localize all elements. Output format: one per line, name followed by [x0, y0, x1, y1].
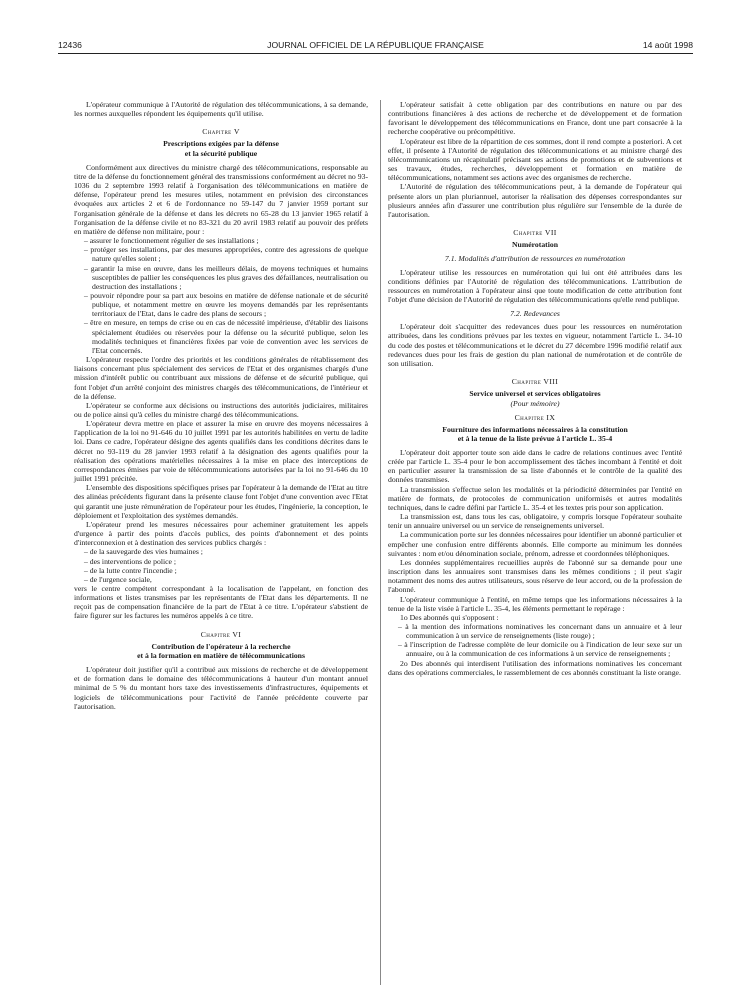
paragraph: L'opérateur doit justifier qu'il a contribué aux missions de recherche et de développement et de formation dans le domaine des télécommunications à hauteur d'un montant annuel minimal de 5 % du montant hors taxe des investissements d'infrastructures, équipements et logiciels de télécommunications pour l'activité de l'année précédente couverte par l'autorisation.	[74, 665, 368, 711]
paragraph: vers le centre compétent correspondant à la localisation de l'appelant, en fonction des informations et listes transmises par les représentants de l'Etat dans les départements. Il ne reçoit pas de compensation financière de la part de l'Etat à ce titre. L'opérateur s'abstient de faire figurer sur les factures les numéros appelés à ce titre.	[74, 583, 368, 621]
chapter-title-line: Contribution de l'opérateur à la recherche	[151, 641, 291, 651]
paragraph: L'opérateur doit s'acquitter des redevances dues pour les ressources en numérotation attribuées, dans les conditions prévues par les textes en vigueur, notamment l'article L. 34-10 du code des postes et télécommunications et le décret du 27 décembre 1996 modifié relatif aux redevances dues pour les frais de gestion du plan national de numérotation et de contrôle de son utilisation.	[388, 322, 682, 368]
column-divider	[380, 100, 381, 985]
paragraph: L'opérateur se conforme aux décisions ou instructions des autorités judiciaires, militaires ou de police ainsi qu'à celles du ministre chargé des télécommunications.	[74, 400, 368, 419]
paragraph: L'ensemble des dispositions spécifiques prises par l'opérateur à la demande de l'Etat au titre des alinéas précédents figurant dans la présente clause font l'objet d'une convention avec l'Etat qui garantit une juste rémunération de l'opérateur pour les études, l'ingénierie, la conception, le déploiement et l'exploitation des systèmes demandés.	[74, 483, 368, 520]
list-item: – protéger ses installations, par des mesures appropriées, contre des agressions de quelque nature qu'elles soient ;	[74, 245, 368, 263]
paragraph: La transmission est, dans tous les cas, obligatoire, y compris lorsque l'opérateur souhaite tenir un annuaire universel ou un service de renseignements universel.	[388, 512, 682, 531]
paragraph: Conformément aux directives du ministre chargé des télécommunications, responsable au titre de la défense du fonctionnement général des transmissions conformément au décret no 93-1036 du 2 septembre 1993 relatif à l'organisation des télécommunications en matière de défense, l'opérateur prend les mesures utiles, notamment en prévision des circonstances évoquées aux articles 2 et 6 de l'ordonnance no 59-147 du 7 janvier 1959 portant sur l'organisation générale de la défense et dans les décrets no 65-28 du 13 janvier 1965 relatif à l'organisation de la défense civile et no 83-321 du 20 avril 1983 relatif au pouvoir des préfets en matière de défense non militaire, pour :	[74, 162, 368, 236]
list-item: – assurer le fonctionnement régulier de ses installations ;	[74, 236, 368, 245]
list-item: – de la sauvegarde des vies humaines ;	[74, 547, 368, 556]
list-item: – garantir la mise en œuvre, dans les meilleurs délais, de moyens techniques et humains susceptibles de pallier les conséquences les plus graves des défaillances, neutralisation ou destruction des installations ;	[74, 264, 368, 291]
dash-list	[74, 547, 368, 584]
chapter-label: Chapitre IX	[514, 412, 556, 422]
list-item: – à la mention des informations nominatives les concernant dans un annuaire et à leur communication à un service de renseignements (liste rouge) ;	[388, 622, 682, 640]
dash-list	[388, 622, 682, 659]
chapter-label: Chapitre VI	[200, 629, 242, 639]
chapter-title-line: et à la tenue de la liste prévue à l'article L. 35-4	[457, 433, 613, 443]
chapter-note: (Pour mémoire)	[510, 399, 560, 409]
paragraph: L'opérateur devra mettre en place et assurer la mise en œuvre des moyens nécessaires à l'application de la loi no 91-646 du 10 juillet 1991 par les autorités habilitées en vertu de ladite loi. Dans ce cadre, l'opérateur désigne des agents qualifiés dans les conditions décrites dans le décret no 93-119 du 28 janvier 1993 relatif à la désignation des agents qualifiés pour la réalisation des opérations matérielles nécessaires à la mise en place des interceptions de correspondances émises par voie de télécommunications autorisées par la loi no 91-646 du 10 juillet 1991 précitée.	[74, 419, 368, 484]
paragraph: L'opérateur doit apporter toute son aide dans le cadre de relations continues avec l'entité créée par l'article L. 35-4 pour le bon accomplissement des tâches incombant à l'entité et doit en particulier assurer la transmission de sa liste d'abonnés et le contrôle de la qualité des données transmises.	[388, 448, 682, 485]
chapter-title: Service universel et services obligatoires	[469, 389, 601, 399]
list-item: – être en mesure, en temps de crise ou en cas de nécessité impérieuse, d'établir des liaisons spécialement étudiées ou réservées pour la défense ou la sécurité publique, selon les modalités techniques et financières fixées par voie de convention avec les services de l'Etat concernés.	[74, 318, 368, 355]
paragraph: L'opérateur respecte l'ordre des priorités et les conditions générales de rétablissement des liaisons concernant plus spécialement des services de l'Etat et des organismes chargés d'une mission d'intérêt public ou contribuant aux missions de défense et de sécurité publique, qui font l'objet d'un arrêté conjoint des ministres chargés des télécommunications, de l'intérieur et de la défense.	[74, 355, 368, 401]
paragraph: L'Autorité de régulation des télécommunications peut, à la demande de l'opérateur qui présente alors un plan pluriannuel, autoriser la réalisation des dépenses correspondantes sur plusieurs années afin d'assurer une contribution plus régulière sur l'ensemble de la durée de l'autorisation.	[388, 182, 682, 219]
paragraph: 1o Des abonnés qui s'opposent :	[400, 612, 499, 622]
list-item: – de la lutte contre l'incendie ;	[74, 566, 368, 575]
chapter-title-line: et à la formation en matière de télécommunications	[137, 650, 305, 660]
right-column	[388, 100, 682, 677]
paragraph: Les données supplémentaires recueillies auprès de l'abonné sur sa demande pour une inscription dans les annuaires sont transmises dans les mêmes conditions ; il peut s'agir notamment des noms des autres utilisateurs, sous réserve de leur accord, ou de la profession de l'abonné.	[388, 557, 682, 595]
list-item: – des interventions de police ;	[74, 557, 368, 566]
chapter-title: Numérotation	[512, 240, 558, 250]
paragraph: L'opérateur communique à l'entité, en même temps que les informations nécessaires à la tenue de la liste visée à l'article L. 35-4, les éléments permettant le repérage :	[388, 594, 682, 613]
section-title: 7.1. Modalités d'attribution de ressources en numérotation	[444, 254, 626, 264]
paragraph: L'opérateur est libre de la répartition de ces sommes, dont il rend compte a posteriori. A cet effet, il présente à l'Autorité de régulation des télécommunications et au ministre chargé des télécommunications un récapitulatif précisant ses actions de promotions et de subventions et ses travaux, études, recherches, développement et formation en matière de télécommunications, notamment ses actions avec des organismes de recherche.	[388, 136, 682, 183]
journal-title: JOURNAL OFFICIEL DE LA RÉPUBLIQUE FRANÇAISE	[267, 40, 484, 50]
chapter-title	[74, 642, 368, 660]
page-header	[58, 38, 693, 54]
page-number: 12436	[58, 40, 82, 50]
publication-date: 14 août 1998	[642, 40, 693, 50]
chapter-title	[74, 139, 368, 157]
list-item: – à l'inscription de l'adresse complète de leur domicile ou à l'indication de leur sexe sur un annuaire, ou à la communication de ces informations à un service de renseignements ;	[388, 640, 682, 658]
chapter-label: Chapitre VII	[513, 228, 557, 238]
paragraph: L'opérateur utilise les ressources en numérotation qui lui ont été attribuées dans les conditions définies par l'Autorité de régulation des télécommunications. L'attribution de ressources en numérotation à l'opérateur ainsi que toute modification de cette attribution font l'objet d'une décision de l'Autorité de régulation des télécommunications qu'elle rend publique.	[388, 267, 682, 304]
paragraph: La communication porte sur les données nécessaires pour identifier un abonné particulier et empêcher une confusion entre différents abonnés. Elle comporte au minimum les données suivantes : nom et/ou dénomination sociale, prénom, adresse et coordonnées téléphoniques.	[388, 530, 682, 558]
chapter-title-line: Fourniture des informations nécessaires à la constitution	[442, 424, 628, 434]
list-item: – pouvoir répondre pour sa part aux besoins en matière de défense nationale et de sécurité publique, et notamment mettre en œuvre les moyens demandés par les représentants territoriaux de l'Etat, dans le cadre des plans de secours ;	[74, 291, 368, 318]
chapter-title-line: Prescriptions exigées par la défense	[163, 139, 279, 149]
chapter-label: Chapitre VIII	[511, 377, 559, 387]
left-column	[74, 100, 368, 711]
chapter-label: Chapitre V	[202, 127, 240, 137]
paragraph: 2o Des abonnés qui interdisent l'utilisation des informations nominatives les concernant dans des opérations commerciales, le rassemblement de ces abonnés constituant la liste orange.	[388, 658, 682, 677]
list-item: – de l'urgence sociale,	[74, 575, 368, 584]
paragraph: La transmission s'effectue selon les modalités et la périodicité déterminées par l'entité en matière de formats, de protocoles de communication uniformisés et autres modalités techniques, dans le cadre défini par l'article L. 35-4 et les textes pris pour son application.	[388, 484, 682, 512]
section-title: 7.2. Redevances	[510, 309, 560, 319]
paragraph: L'opérateur prend les mesures nécessaires pour acheminer gratuitement les appels d'urgence à partir des points d'accès publics, des points d'abonnement et des points d'interconnexion et à destination des services publics chargés :	[74, 519, 368, 548]
paragraph: L'opérateur satisfait à cette obligation par des contributions en nature ou par des contributions financières à des actions de recherche et de développement et de formation favorisant le développement des télécommunications en France, dont une part consacrée à la recherche coopérative ou précompétitive.	[388, 100, 682, 137]
dash-list	[74, 236, 368, 355]
paragraph: L'opérateur communique à l'Autorité de régulation des télécommunications, à sa demande, les normes auxquelles répondent les équipements qu'il utilise.	[74, 100, 368, 119]
chapter-title	[388, 425, 682, 443]
chapter-title-line: et la sécurité publique	[184, 148, 258, 158]
